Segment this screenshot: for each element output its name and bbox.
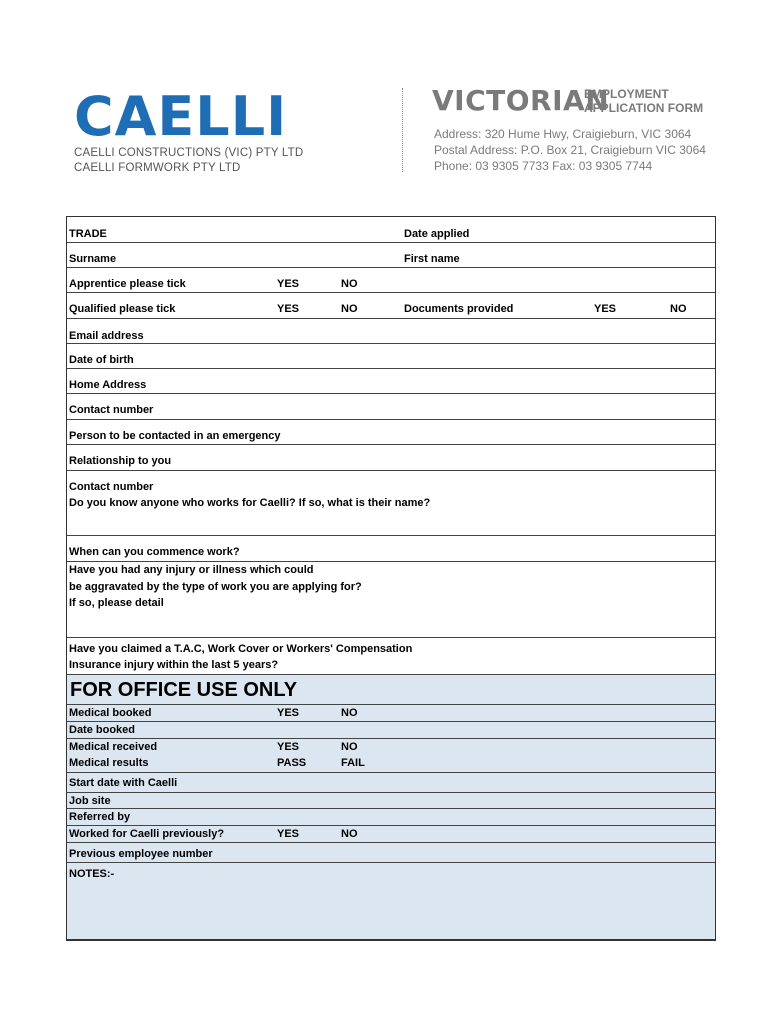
injury-line-2: be aggravated by the type of work you are applying for? — [69, 581, 362, 593]
worked-previously-row — [67, 825, 715, 843]
email-label: Email address — [69, 330, 144, 342]
name-row — [67, 242, 715, 268]
job-site-label: Job site — [69, 795, 111, 807]
worked-previously-label: Worked for Caelli previously? — [69, 828, 225, 840]
emergency-person-row — [67, 419, 715, 445]
injury-line-1: Have you had any injury or illness which could — [69, 564, 314, 576]
office-title-row — [67, 674, 715, 705]
apprentice-label: Apprentice please tick — [69, 278, 186, 290]
emergency-contact-label: Contact number — [69, 481, 154, 493]
medical-received-no[interactable]: NO — [341, 741, 358, 753]
company-name-line-1: CAELLI CONSTRUCTIONS (VIC) PTY LTD — [74, 147, 304, 159]
medical-received-row — [67, 738, 715, 773]
notes-label: NOTES:- — [69, 868, 115, 880]
prev-employee-label: Previous employee number — [69, 848, 213, 860]
trade-row — [67, 217, 715, 242]
application-form — [66, 216, 716, 941]
surname-label: Surname — [69, 253, 117, 265]
phone-fax-line: Phone: 03 9305 7733 Fax: 03 9305 7744 — [434, 159, 653, 173]
claim-line-2: Insurance injury within the last 5 years? — [69, 659, 279, 671]
relationship-row — [67, 444, 715, 471]
date-applied-label: Date applied — [404, 228, 470, 240]
company-name-line-2: CAELLI FORMWORK PTY LTD — [74, 162, 241, 174]
emergency-person-label: Person to be contacted in an emergency — [69, 430, 281, 442]
commence-label: When can you commence work? — [69, 546, 240, 558]
claim-line-1: Have you claimed a T.A.C, Work Cover or Workers' Compensation — [69, 643, 413, 655]
commence-row — [67, 535, 715, 562]
medical-booked-label: Medical booked — [69, 707, 152, 719]
documents-yes[interactable]: YES — [594, 303, 617, 315]
contact-number-label: Contact number — [69, 404, 154, 416]
first-name-label: First name — [404, 253, 460, 265]
date-booked-label: Date booked — [69, 724, 136, 736]
caelli-logo: CAELLI — [74, 85, 288, 148]
home-address-row — [67, 368, 715, 394]
know-anyone-label: Do you know anyone who works for Caelli? If so, what is their name? — [69, 497, 431, 509]
worked-previously-yes[interactable]: YES — [277, 828, 300, 840]
injury-line-3: If so, please detail — [69, 597, 164, 609]
form-name: VICTORIAN — [432, 84, 610, 117]
office-use-title: FOR OFFICE USE ONLY — [70, 679, 298, 701]
referred-by-label: Referred by — [69, 811, 131, 823]
documents-provided-label: Documents provided — [404, 303, 514, 315]
start-date-label: Start date with Caelli — [69, 777, 178, 789]
medical-received-yes[interactable]: YES — [277, 741, 300, 753]
relationship-label: Relationship to you — [69, 455, 172, 467]
medical-results-label: Medical results — [69, 757, 149, 769]
referred-by-row — [67, 808, 715, 826]
start-date-row — [67, 772, 715, 793]
apprentice-yes[interactable]: YES — [277, 278, 300, 290]
medical-results-fail[interactable]: FAIL — [341, 757, 365, 769]
medical-results-pass[interactable]: PASS — [277, 757, 307, 769]
dob-label: Date of birth — [69, 354, 134, 366]
medical-booked-yes[interactable]: YES — [277, 707, 300, 719]
notes-row[interactable] — [67, 862, 715, 939]
claim-row — [67, 637, 715, 675]
medical-booked-row — [67, 704, 715, 722]
date-booked-row — [67, 721, 715, 739]
prev-employee-row — [67, 842, 715, 863]
apprentice-no[interactable]: NO — [341, 278, 358, 290]
qualified-yes[interactable]: YES — [277, 303, 300, 315]
postal-address-line: Postal Address: P.O. Box 21, Craigieburn VIC 3064 — [434, 143, 706, 157]
apprentice-row — [67, 267, 715, 293]
form-sub-line-1: EMPLOYMENT — [584, 87, 669, 101]
email-row — [67, 318, 715, 344]
documents-no[interactable]: NO — [670, 303, 687, 315]
job-site-row — [67, 792, 715, 809]
qualified-no[interactable]: NO — [341, 303, 358, 315]
medical-booked-no[interactable]: NO — [341, 707, 358, 719]
dob-row — [67, 343, 715, 369]
header-divider — [402, 88, 403, 172]
qualified-label: Qualified please tick — [69, 303, 176, 315]
trade-label: TRADE — [69, 228, 107, 240]
contact-number-row — [67, 393, 715, 420]
worked-previously-no[interactable]: NO — [341, 828, 358, 840]
home-address-label: Home Address — [69, 379, 147, 391]
medical-received-label: Medical received — [69, 741, 158, 753]
qualified-row — [67, 292, 715, 319]
injury-row — [67, 561, 715, 638]
form-sub-line-2: APPLICATION FORM — [584, 101, 704, 115]
address-line: Address: 320 Hume Hwy, Craigieburn, VIC 3064 — [434, 127, 692, 141]
emergency-contact-row — [67, 470, 715, 536]
